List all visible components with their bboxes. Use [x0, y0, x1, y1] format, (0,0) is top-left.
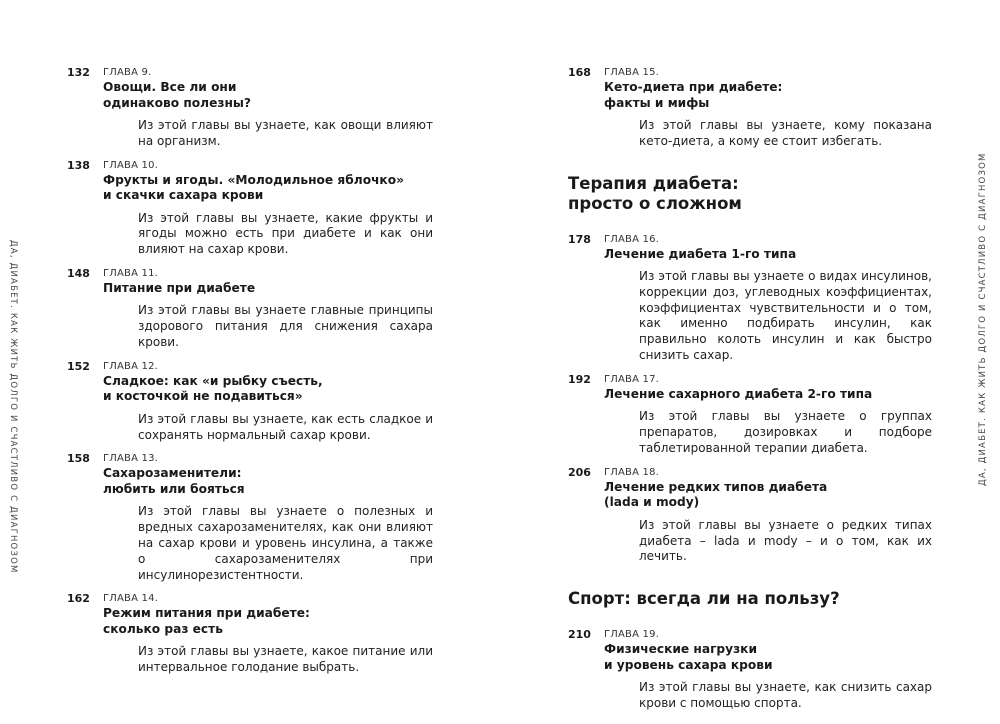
page-number: 132: [67, 66, 90, 79]
chapter-title: [604, 642, 932, 673]
chapter-description: Из этой главы вы узнаете о видах инсулинов, коррекции доз, углеводных коэффициентах, коэффициентах чувствительности и о том, как именно подбирать инсулин, как правильно колоть инсулин и как быстро снизить сахар.: [639, 269, 932, 363]
section-heading-line: Спорт: всегда ли на пользу?: [568, 589, 840, 609]
chapter-title: [604, 387, 932, 403]
chapter-description: Из этой главы вы узнаете, кому показана кето-диета, а кому ее стоит избегать.: [639, 118, 932, 148]
chapter-description: Из этой главы вы узнаете о полезных и вредных сахарозаменителях, как они влияют на сахар крови и уровень инсулина, а также о сахарозаменителях при инсулинорезистентности.: [138, 504, 433, 582]
toc-entry[interactable]: [568, 628, 932, 712]
page-number: 162: [67, 592, 90, 606]
chapter-label: ГЛАВА 17.: [604, 373, 660, 385]
chapter-label: ГЛАВА 19.: [604, 629, 660, 641]
toc-entry[interactable]: [67, 360, 433, 444]
chapter-title: [103, 374, 433, 405]
chapter-title: [604, 247, 932, 263]
chapter-title-line: Лечение сахарного диабета 2-го типа: [604, 386, 873, 401]
chapter-title-line: Режим питания при диабете:: [103, 606, 310, 621]
page-number: 158: [67, 452, 90, 466]
chapter-description: Из этой главы вы узнаете главные принципы здорового питания для снижения сахара крови.: [138, 303, 433, 350]
chapter-title-line: любить или бояться: [103, 481, 245, 496]
page-number: 152: [67, 359, 90, 373]
chapter-title: [604, 80, 932, 111]
chapter-title: [103, 80, 433, 111]
chapter-title-line: и скачки сахара крови: [103, 188, 264, 203]
toc-right-page: [568, 66, 932, 721]
toc-entry[interactable]: [568, 373, 932, 457]
chapter-title-line: Кето-диета при диабете:: [604, 80, 783, 94]
chapter-title-line: и косточкой не подавиться»: [103, 389, 303, 404]
chapter-title-line: Лечение диабета 1-го типа: [604, 246, 797, 261]
chapter-description: Из этой главы вы узнаете, как овощи влияют на организм.: [138, 118, 433, 148]
chapter-title: [103, 281, 433, 297]
chapter-description: Из этой главы вы узнаете, какое питание или интервальное голодание выбрать.: [138, 644, 433, 675]
section-heading-line: просто о сложном: [568, 193, 742, 213]
section-heading: [568, 174, 932, 214]
chapter-label: ГЛАВА 14.: [103, 593, 159, 605]
chapter-label: ГЛАВА 9.: [103, 67, 152, 78]
chapter-label: ГЛАВА 12.: [103, 360, 159, 372]
chapter-title-line: и уровень сахара крови: [604, 657, 773, 672]
chapter-title-line: Сладкое: как «и рыбку съесть,: [103, 373, 323, 388]
chapter-label: ГЛАВА 18.: [604, 466, 660, 478]
running-head-left: ДА, ДИАБЕТ. КАК ЖИТЬ ДОЛГО И СЧАСТЛИВО С ДИАГНОЗОМ: [8, 240, 18, 574]
toc-left-page: [67, 66, 433, 685]
chapter-title-line: Питание при диабете: [103, 280, 256, 295]
toc-entry[interactable]: [67, 159, 433, 258]
page-number: 206: [568, 465, 591, 479]
chapter-title: [103, 173, 433, 204]
toc-entry[interactable]: [568, 66, 932, 150]
chapter-description: Из этой главы вы узнаете, как есть сладкое и сохранять нормальный сахар крови.: [138, 411, 433, 442]
chapter-title-line: (lada и mody): [604, 495, 700, 510]
toc-entry[interactable]: [568, 466, 932, 565]
chapter-label: ГЛАВА 11.: [103, 267, 159, 279]
page-number: 168: [568, 66, 591, 79]
chapter-label: ГЛАВА 10.: [103, 159, 159, 171]
chapter-title: [604, 480, 932, 511]
chapter-title: [103, 466, 433, 497]
chapter-description: Из этой главы вы узнаете, какие фрукты и ягоды можно есть при диабете и как они влияют на сахар крови.: [138, 210, 433, 257]
chapter-title-line: Физические нагрузки: [604, 642, 757, 657]
toc-entry[interactable]: [67, 452, 433, 583]
page-number: 148: [67, 266, 90, 280]
chapter-description: Из этой главы вы узнаете о редких типах диабета – lada и mody – и о том, как их лечить.: [639, 517, 932, 564]
chapter-title: [103, 606, 433, 637]
chapter-title-line: Лечение редких типов диабета: [604, 479, 828, 494]
chapter-label: ГЛАВА 13.: [103, 453, 159, 465]
chapter-description: Из этой главы вы узнаете о группах препаратов, дозировках и подборе таблетированной терапии диабета.: [639, 409, 932, 455]
running-head-right: ДА, ДИАБЕТ. КАК ЖИТЬ ДОЛГО И СЧАСТЛИВО С ДИАГНОЗОМ: [978, 152, 988, 486]
chapter-title-line: Сахарозаменители:: [103, 466, 242, 481]
chapter-title-line: Фрукты и ягоды. «Молодильное яблочко»: [103, 172, 404, 187]
page-number: 210: [568, 628, 591, 642]
toc-entry[interactable]: [67, 66, 433, 150]
chapter-title-line: факты и мифы: [604, 95, 710, 110]
toc-entry[interactable]: [67, 592, 433, 676]
chapter-title-line: сколько раз есть: [103, 621, 223, 636]
chapter-label: ГЛАВА 15.: [604, 67, 660, 78]
page-number: 138: [67, 158, 90, 172]
page-number: 192: [568, 372, 591, 386]
chapter-title-line: Овощи. Все ли они: [103, 80, 237, 94]
toc-entry[interactable]: [67, 267, 433, 351]
chapter-label: ГЛАВА 16.: [604, 233, 660, 245]
section-heading-line: Терапия диабета:: [568, 173, 739, 193]
section-heading: [568, 589, 932, 609]
chapter-title-line: одинаково полезны?: [103, 95, 251, 110]
toc-entry[interactable]: [568, 233, 932, 364]
chapter-description: Из этой главы вы узнаете, как снизить сахар крови с помощью спорта.: [639, 680, 932, 710]
page-number: 178: [568, 232, 591, 246]
